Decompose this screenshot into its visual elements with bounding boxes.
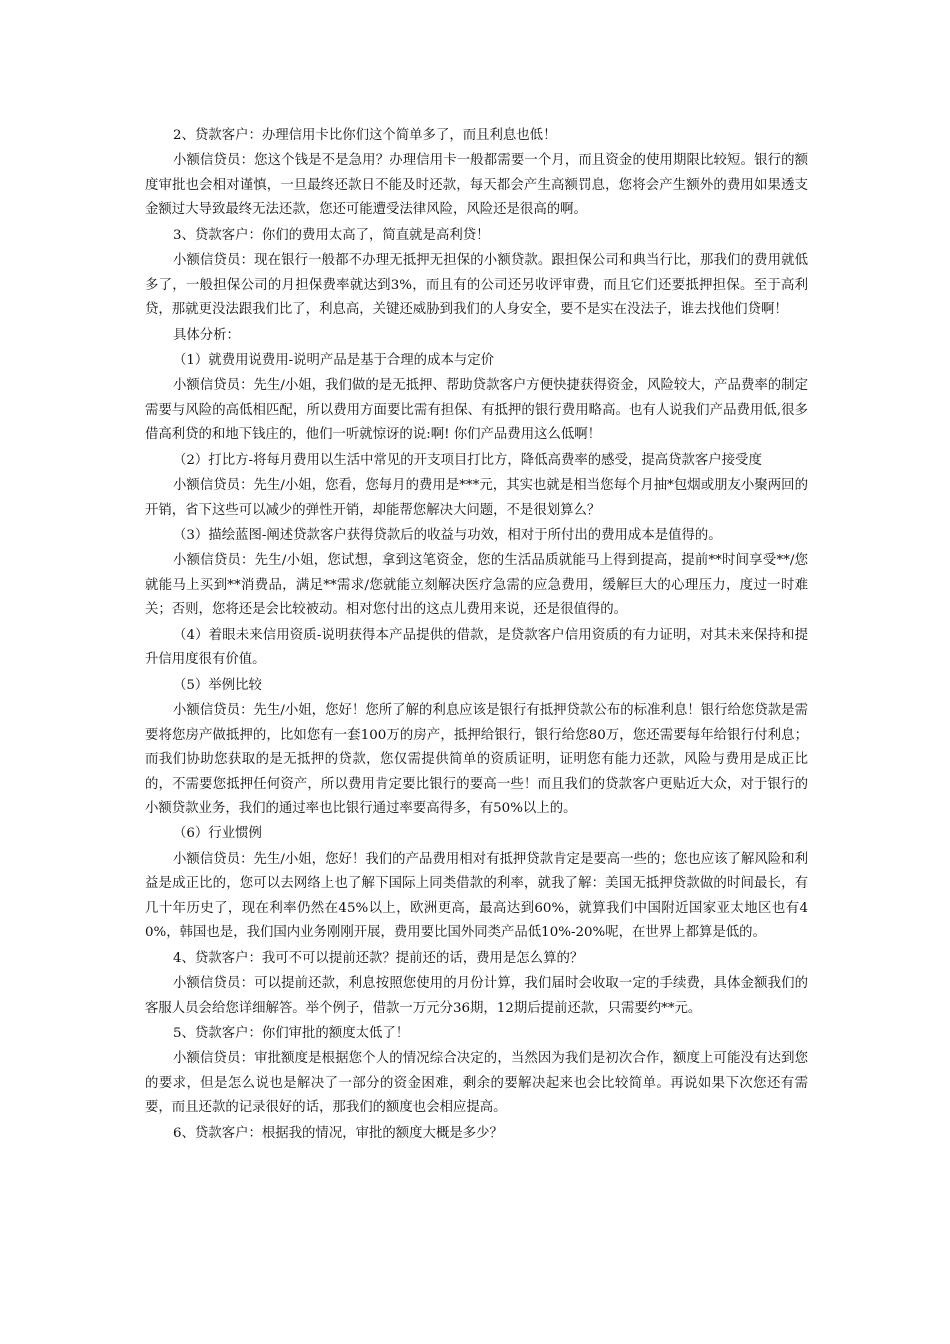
analysis-point-6: （6）行业惯例 bbox=[173, 826, 262, 842]
answer-5: 小额信贷员：审批额度是根据您个人的情况综合决定的，当然因为我们是初次合作，额度上可能没有达到您的要求，但是怎么说也是解决了一部分的资金困难，剩余的要解决起来也会比较简单。再说如果下次您还有需要，而且还款的记录很好的话，那我们的额度也会相应提高。 bbox=[145, 1051, 808, 1116]
analysis-answer-5: 小额信贷员：先生/小姐，您好！您所了解的利息应该是银行有抵押贷款公布的标准利息！银行给您贷款是需要将您房产做抵押的，比如您有一套100万的房产，抵押给银行，银行给您80万，您还需要每年给银行付利息；而我们协助您获取的是无抵押的贷款，您仅需提供简单的资质证明，证明您有能力还款，风险与费用是成正比的，不需要您抵押任何资产，所以费用肯定要比银行的要高一些！而且我们的贷款客户更贴近大众，对于银行的小额贷款业务，我们的通过率也比银行通过率要高得多，有50%以上的。 bbox=[145, 703, 808, 817]
analysis-answer-3: 小额信贷员：先生/小姐，您试想，拿到这笔资金，您的生活品质就能马上得到提高，提前**时间享受**/您就能马上买到**消费品，满足**需求/您就能立刻解决医疗急需的应急费用，缓解巨大的心理压力，度过一时难关；否则，您将还是会比较被动。相对您付出的这点儿费用来说，还是很值得的。 bbox=[145, 553, 808, 618]
analysis-heading: 具体分析： bbox=[173, 327, 240, 343]
answer-3: 小额信贷员：现在银行一般都不办理无抵押无担保的小额贷款。跟担保公司和典当行比，那我们的费用就低多了，一般担保公司的月担保费率就达到3%，而且有的公司还另收评审费，而且它们还要抵押担保。至于高利贷，那就更没法跟我们比了，利息高，关键还威胁到我们的人身安全，要不是实在没法子，谁去找他们贷啊！ bbox=[145, 253, 808, 318]
document-body bbox=[145, 124, 808, 1147]
question-5: 5、贷款客户：你们审批的额度太低了！ bbox=[173, 1026, 410, 1042]
analysis-answer-6: 小额信贷员：先生/小姐，您好！我们的产品费用相对有抵押贷款肯定是要高一些的；您也应该了解风险和利益是成正比的，您可以去网络上也了解下国际上同类借款的利率，就我了解：美国无抵押贷款做的时间最长，有几十年历史了，现在利率仍然在45%以上，欧洲更高，最高达到60%，就算我们中国附近国家亚太地区也有40%，韩国也是，我们国内业务刚刚开展，费用要比国外同类产品低10%-20%呢，在世界上都算是低的。 bbox=[145, 851, 808, 941]
analysis-point-4: （4）着眼未来信用资质-说明获得本产品提供的借款，是贷款客户信用资质的有力证明，对其未来保持和提升信用度很有价值。 bbox=[145, 627, 808, 668]
analysis-answer-1: 小额信贷员：先生/小姐，我们做的是无抵押、帮助贷款客户方便快捷获得资金，风险较大，产品费率的制定需要与风险的高低相匹配，所以费用方面要比需有担保、有抵押的银行费用略高。也有人说我们产品费用低,很多借高利贷的和地下钱庄的，他们一听就惊讶的说:啊! 你们产品费用这么低啊！ bbox=[145, 378, 808, 443]
question-3: 3、贷款客户：你们的费用太高了，简直就是高利贷！ bbox=[173, 227, 490, 243]
answer-2: 小额信贷员：您这个钱是不是急用？办理信用卡一般都需要一个月，而且资金的使用期限比较短。银行的额度审批也会相对谨慎，一旦最终还款日不能及时还款，每天都会产生高额罚息，您将会产生额外的费用如果透支金额过大导致最终无法还款，您还可能遭受法律风险，风险还是很高的啊。 bbox=[145, 153, 808, 218]
analysis-answer-2: 小额信贷员：先生/小姐，您看，您每月的费用是***元，其实也就是相当您每个月抽*包烟或朋友小聚两回的开销，省下这些可以减少的弹性开销，却能帮您解决大问题，不是很划算么？ bbox=[145, 478, 808, 518]
question-2: 2、贷款客户：办理信用卡比你们这个简单多了，而且利息也低！ bbox=[173, 128, 557, 143]
answer-4: 小额信贷员：可以提前还款，利息按照您使用的月份计算，我们届时会收取一定的手续费，具体金额我们的客服人员会给您详细解答。举个例子，借款一万元分36期，12期后提前还款，只需要约**元。 bbox=[145, 976, 808, 1016]
analysis-point-2: （2）打比方-将每月费用以生活中常见的开支项目打比方，降低高费率的感受，提高贷款客户接受度 bbox=[173, 452, 762, 468]
question-6: 6、贷款客户：根据我的情况，审批的额度大概是多少？ bbox=[173, 1125, 503, 1141]
analysis-point-5: （5）举例比较 bbox=[173, 677, 262, 693]
analysis-point-1: （1）就费用说费用-说明产品是基于合理的成本与定价 bbox=[173, 352, 495, 368]
analysis-point-3: （3）描绘蓝图-阐述贷款客户获得贷款后的收益与功效，相对于所付出的费用成本是值得的。 bbox=[173, 528, 722, 544]
question-4: 4、贷款客户：我可不可以提前还款？提前还的话，费用是怎么算的？ bbox=[173, 950, 584, 966]
